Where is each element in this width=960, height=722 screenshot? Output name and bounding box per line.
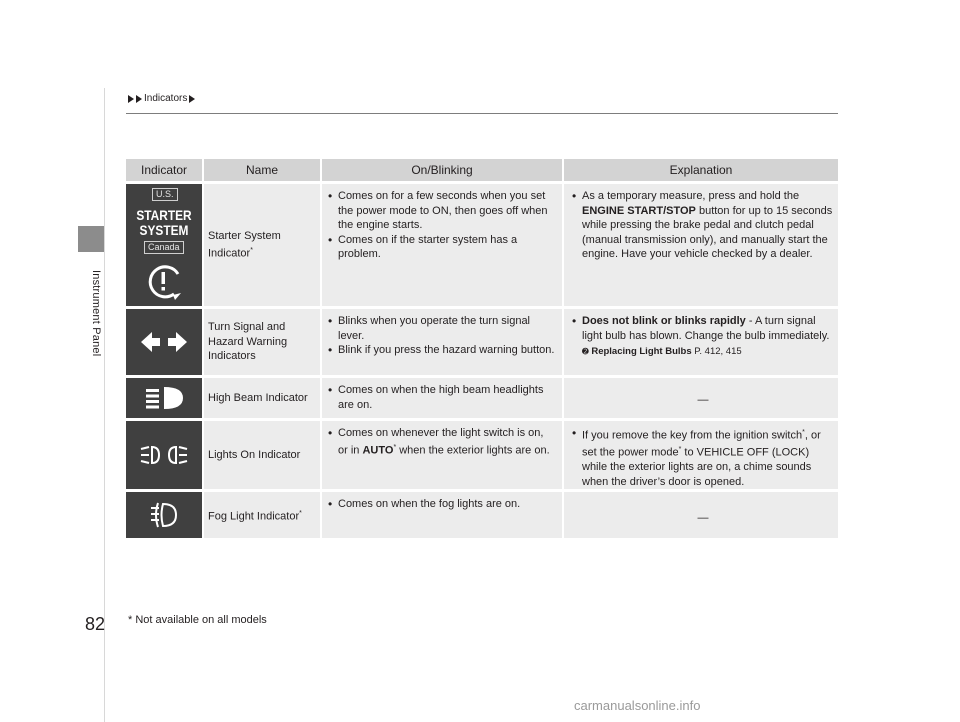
header-rule: [126, 113, 838, 114]
indicators-table: [126, 156, 838, 541]
table-row: [126, 492, 838, 538]
table-row: [126, 309, 838, 375]
table-header-row: [126, 159, 838, 181]
lights-on-icon: [126, 421, 204, 489]
table-row: [126, 184, 838, 306]
region-tag-canada: Canada: [144, 241, 184, 254]
row-explanation: • If you remove the key from the ignition switch*, or set the power mode* to VEHICLE OFF (LOCK) while the exterior lights are on, a chime sounds when the driver’s door is opened.: [564, 421, 838, 489]
breadcrumb-arrow-icon: [189, 95, 195, 103]
sidebar-section-label: Instrument Panel: [90, 270, 102, 357]
page-number: 82: [85, 614, 106, 634]
region-tag-us: U.S.: [152, 188, 178, 201]
column-header-name: Name: [204, 159, 322, 181]
row-on-blinking: • Comes on for a few seconds when you set the power mode to ON, then goes off when the engine starts. • Comes on if the starter system has a problem.: [322, 184, 564, 306]
column-header-explanation: Explanation: [564, 159, 838, 181]
row-on-blinking: • Comes on when the fog lights are on.: [322, 492, 564, 538]
starter-system-icon: [126, 184, 204, 306]
breadcrumb-current: Indicators: [144, 93, 188, 104]
row-on-blinking: • Comes on whenever the light switch is on, or in AUTO* when the exterior lights are on.: [322, 421, 564, 489]
footnote: * Not available on all models: [128, 614, 267, 626]
turn-signal-arrows-icon: [126, 309, 204, 375]
breadcrumb-arrow-icon: [128, 95, 134, 103]
breadcrumb: [128, 93, 195, 104]
row-on-blinking: • Blinks when you operate the turn signal lever. • Blink if you press the hazard warning button.: [322, 309, 564, 375]
reference-arrow-icon: ➋: [582, 347, 589, 356]
row-explanation: • Does not blink or blinks rapidly - A turn signal light bulb has blown. Change the bulb immediately. ➋ Replacing Light Bulbs P. 412, 415: [564, 309, 838, 375]
warning-exclamation-icon: [142, 262, 186, 302]
table-row: [126, 378, 838, 418]
row-name: Lights On Indicator: [204, 421, 322, 489]
table-row: [126, 421, 838, 489]
column-header-indicator: Indicator: [126, 159, 204, 181]
row-name: Fog Light Indicator*: [204, 492, 322, 538]
row-on-blinking: • Comes on when the high beam headlights are on.: [322, 378, 564, 418]
row-explanation: —: [564, 492, 838, 538]
watermark: carmanualsonline.info: [574, 698, 701, 713]
row-explanation: • As a temporary measure, press and hold the ENGINE START/STOP button for up to 15 seconds while pressing the brake pedal and clutch pedal (manual transmission only), and manually start the engine. Have your vehicle checked by a dealer.: [564, 184, 838, 306]
section-tab-marker: [78, 226, 104, 252]
row-name: High Beam Indicator: [204, 378, 322, 418]
fog-light-icon: [126, 492, 204, 538]
cross-reference-link[interactable]: ➋ Replacing Light Bulbs P. 412, 415: [582, 346, 742, 357]
row-name: Starter System Indicator*: [204, 184, 322, 306]
row-name: Turn Signal and Hazard Warning Indicators: [204, 309, 322, 375]
high-beam-icon: [126, 378, 204, 418]
row-explanation: —: [564, 378, 838, 418]
starter-system-icon-text: STARTER SYSTEM: [136, 207, 192, 238]
breadcrumb-arrow-icon: [136, 95, 142, 103]
column-header-on-blinking: On/Blinking: [322, 159, 564, 181]
